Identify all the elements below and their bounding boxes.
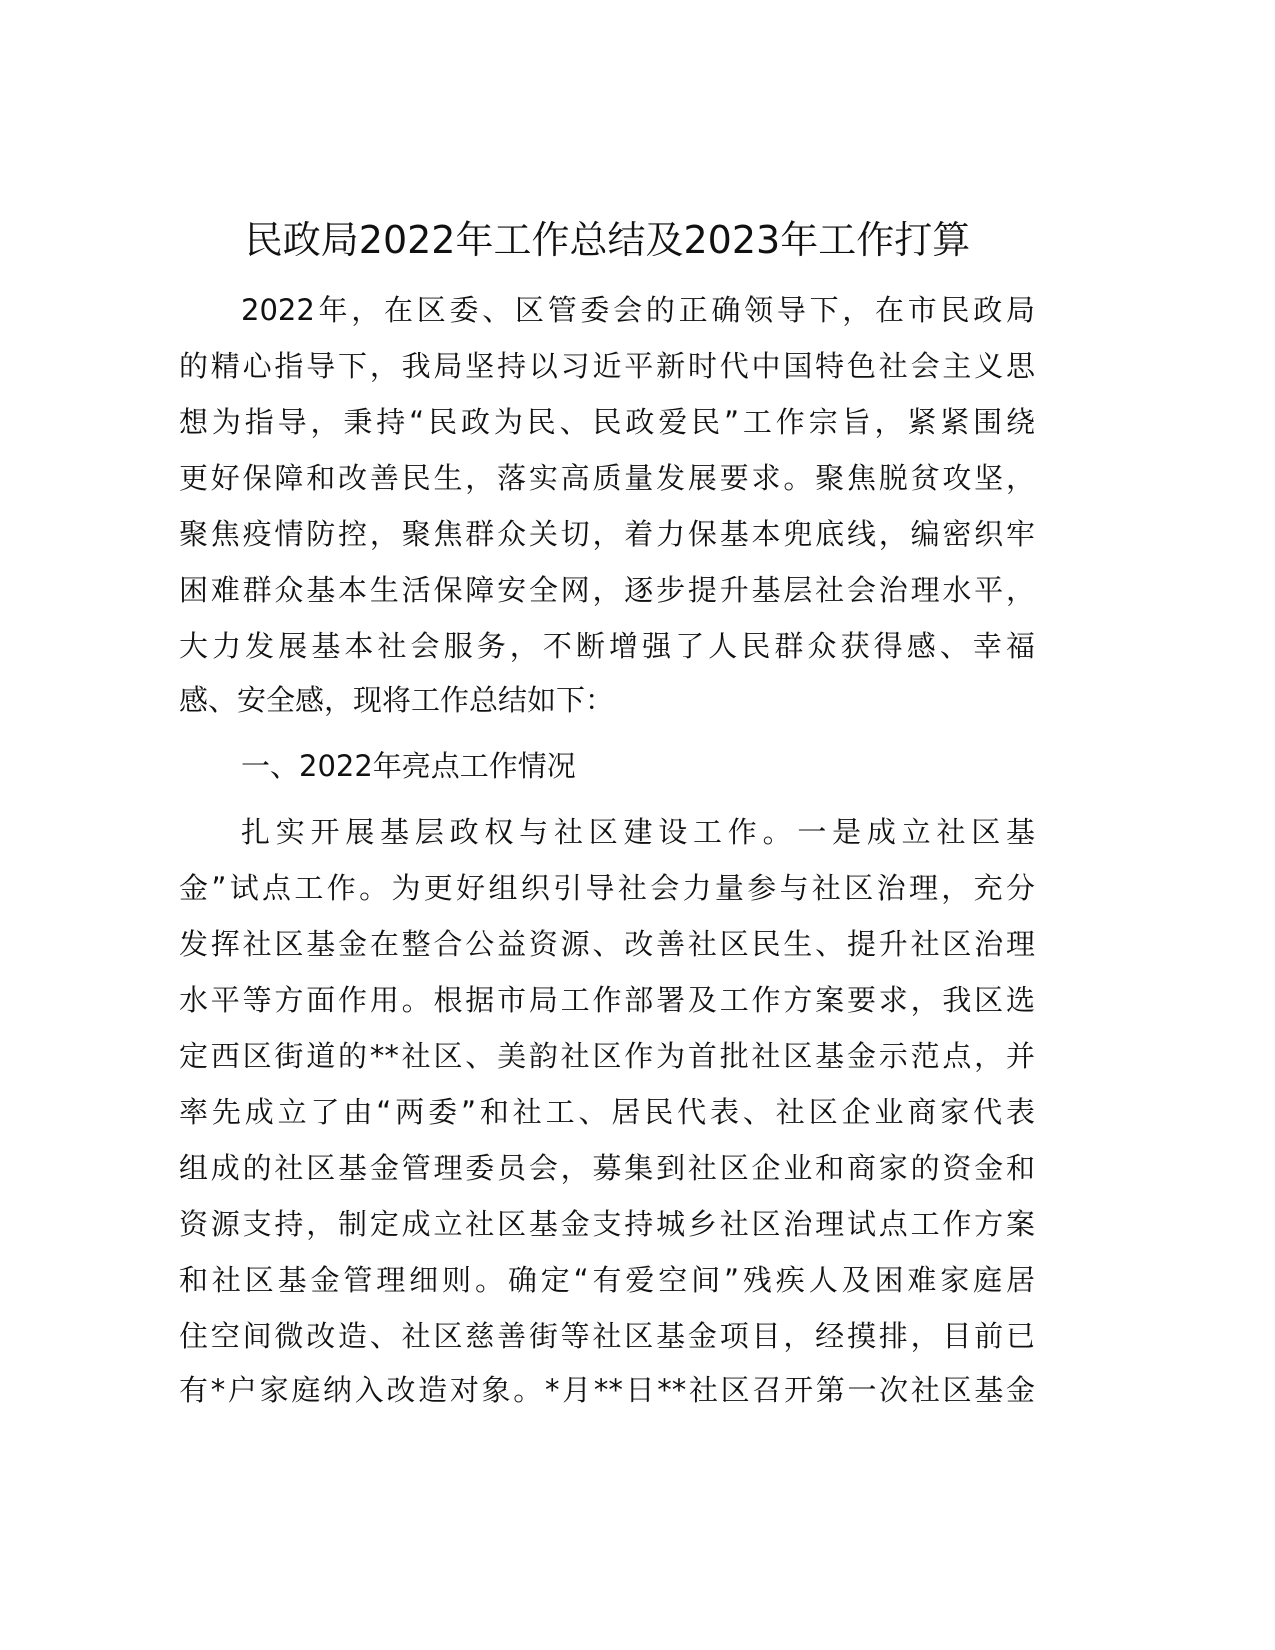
paragraph-line: 想为指导，秉持“民政为民、民政爱民”工作宗旨，紧紧围绕: [179, 405, 1035, 439]
paragraph-line: 有*户家庭纳入改造对象。*月**日**社区召开第一次社区基金: [179, 1373, 1035, 1407]
paragraph-line: 2022年，在区委、区管委会的正确领导下，在市民政局: [241, 293, 1035, 327]
paragraph-line: 的精心指导下，我局坚持以习近平新时代中国特色社会主义思: [179, 349, 1035, 383]
paragraph-line: 金”试点工作。为更好组织引导社会力量参与社区治理，充分: [179, 871, 1035, 905]
paragraph-line: 率先成立了由“两委”和社工、居民代表、社区企业商家代表: [179, 1095, 1035, 1129]
paragraph-line: 定西区街道的**社区、美韵社区作为首批社区基金示范点，并: [179, 1039, 1035, 1073]
paragraph-line: 水平等方面作用。根据市局工作部署及工作方案要求，我区选: [179, 983, 1035, 1017]
paragraph-line: 发挥社区基金在整合公益资源、改善社区民生、提升社区治理: [179, 927, 1035, 961]
paragraph-line: 困难群众基本生活保障安全网，逐步提升基层社会治理水平，: [179, 573, 1035, 607]
paragraph-line: 资源支持，制定成立社区基金支持城乡社区治理试点工作方案: [179, 1207, 1035, 1241]
paragraph-line: 和社区基金管理细则。确定“有爱空间”残疾人及困难家庭居: [179, 1263, 1035, 1297]
document-title: 民政局2022年工作总结及2023年工作打算: [244, 218, 971, 262]
section-heading: 一、2022年亮点工作情况: [241, 749, 576, 783]
paragraph-line: 住空间微改造、社区慈善街等社区基金项目，经摸排，目前已: [179, 1319, 1035, 1353]
paragraph-line: 聚焦疫情防控，聚焦群众关切，着力保基本兜底线，编密织牢: [179, 517, 1035, 551]
paragraph-line: 更好保障和改善民生，落实高质量发展要求。聚焦脱贫攻坚，: [179, 461, 1035, 495]
paragraph-line: 感、安全感，现将工作总结如下：: [179, 683, 615, 717]
paragraph-line: 大力发展基本社会服务，不断增强了人民群众获得感、幸福: [179, 629, 1035, 663]
paragraph-line: 组成的社区基金管理委员会，募集到社区企业和商家的资金和: [179, 1151, 1035, 1185]
paragraph-line: 扎实开展基层政权与社区建设工作。一是成立社区基: [241, 815, 1035, 849]
